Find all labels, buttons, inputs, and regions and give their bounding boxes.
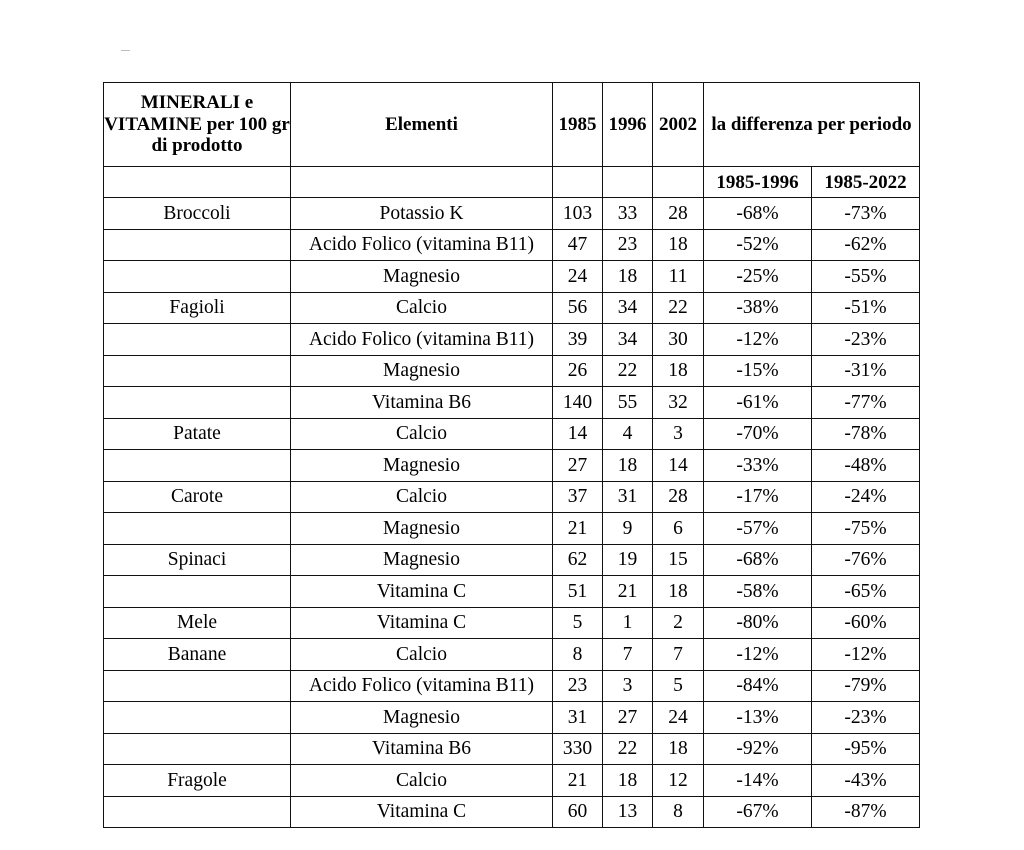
value-1996-cell: 22: [603, 355, 653, 387]
table-row: [104, 387, 920, 419]
table-row: [104, 702, 920, 734]
element-cell: Calcio: [291, 765, 553, 797]
value-2002-cell: 24: [653, 702, 704, 734]
element-cell: Calcio: [291, 481, 553, 513]
diff-1985-2022-cell: -23%: [812, 324, 920, 356]
value-1996-cell: 7: [603, 639, 653, 671]
value-1985-cell: 24: [553, 261, 603, 293]
header-empty-cell: [291, 167, 553, 198]
value-1985-cell: 60: [553, 796, 603, 828]
element-cell: Vitamina C: [291, 576, 553, 608]
table-row: [104, 261, 920, 293]
value-2002-cell: 8: [653, 796, 704, 828]
element-cell: Calcio: [291, 292, 553, 324]
diff-1985-2022-cell: -65%: [812, 576, 920, 608]
value-2002-cell: 32: [653, 387, 704, 419]
diff-1985-1996-cell: -67%: [704, 796, 812, 828]
diff-1985-1996-cell: -92%: [704, 733, 812, 765]
table-row: [104, 639, 920, 671]
table-row: [104, 733, 920, 765]
value-1985-cell: 27: [553, 450, 603, 482]
table-header: [104, 83, 920, 198]
element-cell: Magnesio: [291, 544, 553, 576]
value-2002-cell: 18: [653, 733, 704, 765]
element-cell: Vitamina C: [291, 796, 553, 828]
product-cell: Patate: [104, 418, 291, 450]
element-cell: Potassio K: [291, 198, 553, 230]
diff-1985-2022-cell: -23%: [812, 702, 920, 734]
value-2002-cell: 18: [653, 229, 704, 261]
value-1985-cell: 5: [553, 607, 603, 639]
diff-1985-1996-cell: -80%: [704, 607, 812, 639]
table-row: [104, 355, 920, 387]
element-cell: Magnesio: [291, 513, 553, 545]
table-row: [104, 513, 920, 545]
header-empty-cell: [104, 167, 291, 198]
value-2002-cell: 15: [653, 544, 704, 576]
header-year-1985: 1985: [553, 83, 603, 167]
table-row: [104, 198, 920, 230]
diff-1985-2022-cell: -87%: [812, 796, 920, 828]
value-1985-cell: 51: [553, 576, 603, 608]
product-cell: Carote: [104, 481, 291, 513]
value-1996-cell: 1: [603, 607, 653, 639]
value-1985-cell: 330: [553, 733, 603, 765]
table-row: [104, 229, 920, 261]
product-cell: [104, 387, 291, 419]
product-cell: [104, 229, 291, 261]
header-year-2002: 2002: [653, 83, 704, 167]
nutrient-table: [103, 82, 920, 828]
element-cell: Acido Folico (vitamina B11): [291, 229, 553, 261]
element-cell: Vitamina B6: [291, 733, 553, 765]
product-cell: [104, 513, 291, 545]
product-cell: [104, 733, 291, 765]
table-row: [104, 418, 920, 450]
header-period-1985-1996: 1985-1996: [704, 167, 812, 198]
value-1985-cell: 47: [553, 229, 603, 261]
value-2002-cell: 28: [653, 198, 704, 230]
value-1996-cell: 31: [603, 481, 653, 513]
diff-1985-2022-cell: -73%: [812, 198, 920, 230]
element-cell: Calcio: [291, 639, 553, 671]
product-cell: [104, 355, 291, 387]
product-cell: Fagioli: [104, 292, 291, 324]
product-cell: [104, 324, 291, 356]
header-empty-cell: [603, 167, 653, 198]
table-row: [104, 576, 920, 608]
product-cell: [104, 702, 291, 734]
diff-1985-1996-cell: -58%: [704, 576, 812, 608]
stray-mark: [121, 50, 130, 51]
header-difference: la differenza per periodo: [704, 83, 920, 167]
value-1996-cell: 34: [603, 324, 653, 356]
product-cell: Mele: [104, 607, 291, 639]
diff-1985-2022-cell: -95%: [812, 733, 920, 765]
value-2002-cell: 11: [653, 261, 704, 293]
header-period-1985-2022: 1985-2022: [812, 167, 920, 198]
value-1996-cell: 55: [603, 387, 653, 419]
element-cell: Calcio: [291, 418, 553, 450]
element-cell: Acido Folico (vitamina B11): [291, 670, 553, 702]
element-cell: Magnesio: [291, 450, 553, 482]
value-1985-cell: 23: [553, 670, 603, 702]
value-2002-cell: 14: [653, 450, 704, 482]
diff-1985-2022-cell: -77%: [812, 387, 920, 419]
table-row: [104, 450, 920, 482]
product-cell: [104, 261, 291, 293]
product-cell: Spinaci: [104, 544, 291, 576]
diff-1985-2022-cell: -48%: [812, 450, 920, 482]
diff-1985-1996-cell: -15%: [704, 355, 812, 387]
element-cell: Magnesio: [291, 261, 553, 293]
value-2002-cell: 18: [653, 355, 704, 387]
element-cell: Magnesio: [291, 355, 553, 387]
header-year-1996: 1996: [603, 83, 653, 167]
header-category: MINERALI e VITAMINE per 100 gr di prodotto: [104, 83, 291, 167]
value-1996-cell: 3: [603, 670, 653, 702]
diff-1985-1996-cell: -17%: [704, 481, 812, 513]
value-1985-cell: 39: [553, 324, 603, 356]
diff-1985-2022-cell: -76%: [812, 544, 920, 576]
product-cell: Banane: [104, 639, 291, 671]
table-row: [104, 607, 920, 639]
value-1996-cell: 19: [603, 544, 653, 576]
value-1985-cell: 56: [553, 292, 603, 324]
diff-1985-1996-cell: -70%: [704, 418, 812, 450]
product-cell: [104, 450, 291, 482]
diff-1985-2022-cell: -55%: [812, 261, 920, 293]
product-cell: [104, 576, 291, 608]
value-1996-cell: 33: [603, 198, 653, 230]
diff-1985-2022-cell: -43%: [812, 765, 920, 797]
value-1985-cell: 14: [553, 418, 603, 450]
diff-1985-1996-cell: -68%: [704, 544, 812, 576]
diff-1985-2022-cell: -12%: [812, 639, 920, 671]
diff-1985-1996-cell: -14%: [704, 765, 812, 797]
diff-1985-1996-cell: -52%: [704, 229, 812, 261]
diff-1985-1996-cell: -12%: [704, 324, 812, 356]
diff-1985-2022-cell: -78%: [812, 418, 920, 450]
value-2002-cell: 22: [653, 292, 704, 324]
value-1996-cell: 13: [603, 796, 653, 828]
value-1985-cell: 37: [553, 481, 603, 513]
product-cell: [104, 670, 291, 702]
table-row: [104, 544, 920, 576]
value-1996-cell: 9: [603, 513, 653, 545]
diff-1985-1996-cell: -25%: [704, 261, 812, 293]
value-1985-cell: 21: [553, 765, 603, 797]
table-row: [104, 796, 920, 828]
diff-1985-1996-cell: -38%: [704, 292, 812, 324]
table-body: [104, 198, 920, 828]
diff-1985-2022-cell: -31%: [812, 355, 920, 387]
element-cell: Vitamina C: [291, 607, 553, 639]
diff-1985-2022-cell: -60%: [812, 607, 920, 639]
value-1985-cell: 140: [553, 387, 603, 419]
element-cell: Vitamina B6: [291, 387, 553, 419]
value-1985-cell: 21: [553, 513, 603, 545]
value-2002-cell: 6: [653, 513, 704, 545]
table-row: [104, 670, 920, 702]
table-row: [104, 481, 920, 513]
diff-1985-2022-cell: -51%: [812, 292, 920, 324]
value-1996-cell: 18: [603, 450, 653, 482]
diff-1985-2022-cell: -62%: [812, 229, 920, 261]
value-1985-cell: 8: [553, 639, 603, 671]
diff-1985-1996-cell: -13%: [704, 702, 812, 734]
table-row: [104, 324, 920, 356]
value-2002-cell: 12: [653, 765, 704, 797]
value-1996-cell: 18: [603, 261, 653, 293]
value-2002-cell: 3: [653, 418, 704, 450]
header-empty-cell: [553, 167, 603, 198]
product-cell: [104, 796, 291, 828]
value-1985-cell: 103: [553, 198, 603, 230]
diff-1985-1996-cell: -12%: [704, 639, 812, 671]
value-2002-cell: 30: [653, 324, 704, 356]
diff-1985-1996-cell: -61%: [704, 387, 812, 419]
value-1996-cell: 22: [603, 733, 653, 765]
value-1985-cell: 62: [553, 544, 603, 576]
value-1996-cell: 21: [603, 576, 653, 608]
diff-1985-2022-cell: -24%: [812, 481, 920, 513]
diff-1985-2022-cell: -79%: [812, 670, 920, 702]
value-1996-cell: 27: [603, 702, 653, 734]
value-1996-cell: 23: [603, 229, 653, 261]
diff-1985-1996-cell: -84%: [704, 670, 812, 702]
table-row: [104, 765, 920, 797]
element-cell: Magnesio: [291, 702, 553, 734]
value-2002-cell: 5: [653, 670, 704, 702]
diff-1985-1996-cell: -68%: [704, 198, 812, 230]
product-cell: Broccoli: [104, 198, 291, 230]
header-empty-cell: [653, 167, 704, 198]
value-1985-cell: 26: [553, 355, 603, 387]
value-2002-cell: 28: [653, 481, 704, 513]
value-1985-cell: 31: [553, 702, 603, 734]
product-cell: Fragole: [104, 765, 291, 797]
header-element: Elementi: [291, 83, 553, 167]
value-1996-cell: 34: [603, 292, 653, 324]
diff-1985-2022-cell: -75%: [812, 513, 920, 545]
diff-1985-1996-cell: -57%: [704, 513, 812, 545]
value-2002-cell: 2: [653, 607, 704, 639]
element-cell: Acido Folico (vitamina B11): [291, 324, 553, 356]
value-2002-cell: 18: [653, 576, 704, 608]
value-1996-cell: 18: [603, 765, 653, 797]
value-2002-cell: 7: [653, 639, 704, 671]
table-row: [104, 292, 920, 324]
value-1996-cell: 4: [603, 418, 653, 450]
diff-1985-1996-cell: -33%: [704, 450, 812, 482]
